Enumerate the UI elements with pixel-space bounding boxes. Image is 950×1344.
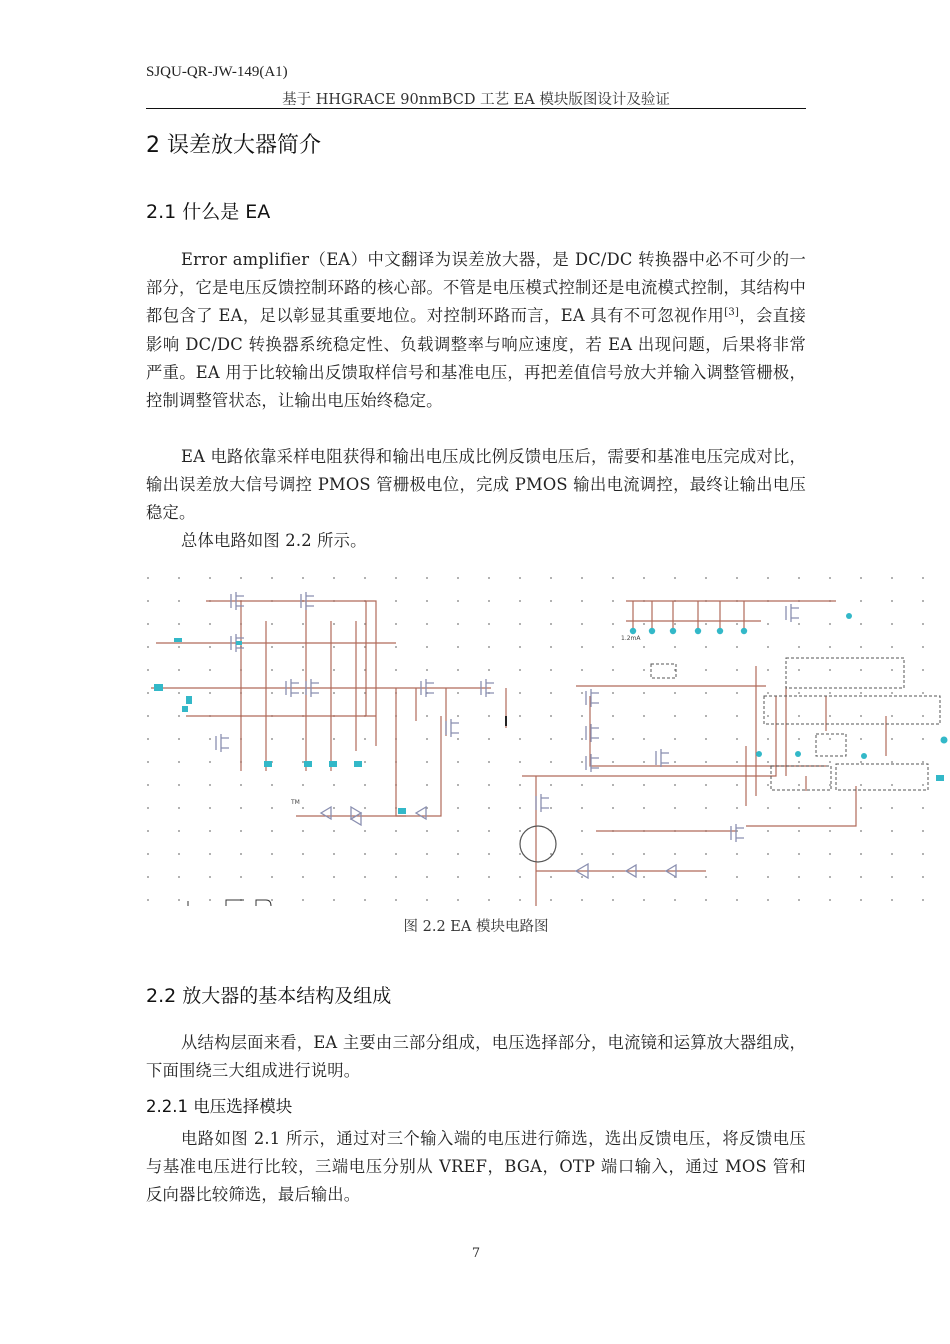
chapter-title: 2 误差放大器简介 bbox=[146, 133, 321, 158]
section-2-2-1-title: 2.2.1 电压选择模块 bbox=[146, 1097, 293, 1116]
paragraph-1-text-a: Error amplifier（EA）中文翻译为误差放大器，是 DC/DC 转换器中必不可少的一部分，它是电压反馈控制环路的核心部。不管是电压模式控制还是电流模式控制，其结构中都包含了 EA，足以彰显其重要地位。对控制环路而言，EA 具有不可忽视作用 bbox=[146, 250, 806, 326]
section-2-2-title: 2.2 放大器的基本结构及组成 bbox=[146, 985, 392, 1007]
section-2-1-title: 2.1 什么是 EA bbox=[146, 201, 271, 223]
document-code: SJQU-QR-JW-149(A1) bbox=[146, 64, 288, 80]
paragraph-1-text-b: ，会直接影响 DC/DC 转换器系统稳定性、负载调整率与响应速度，若 EA 出现问题，后果将非常严重。EA 用于比较输出反馈取样信号和基准电压，再把差值信号放大并输入调整管栅极，控制调整管状态，让输出电压始终稳定。 bbox=[146, 306, 806, 411]
citation-ref: [3] bbox=[724, 307, 740, 319]
figure-caption: 图 2.2 EA 模块电路图 bbox=[403, 919, 549, 935]
header-rule bbox=[146, 108, 806, 109]
page-number: 7 bbox=[471, 1246, 481, 1261]
section-2-1-paragraph-2: EA 电路依靠采样电阻获得和输出电压成比例反馈电压后，需要和基准电压完成对比，输出误差放大信号调控 PMOS 管栅极电位，完成 PMOS 输出电流调控，最终让输出电压稳定。 bbox=[146, 447, 806, 523]
running-title: 基于 HHGRACE 90nmBCD 工艺 EA 模块版图设计及验证 bbox=[282, 92, 670, 108]
section-2-2-1-paragraph-1: 电路如图 2.1 所示，通过对三个输入端的电压进行筛选，选出反馈电压，将反馈电压与基准电压进行比较，三端电压分别从 VREF，BGA，OTP 端口输入，通过 MOS 管和反向器比较筛选，最后输出。 bbox=[146, 1129, 806, 1205]
grid-dots bbox=[146, 576, 950, 908]
schematic-drawing bbox=[146, 576, 950, 908]
section-2-2-paragraph-1: 从结构层面来看，EA 主要由三部分组成，电压选择部分，电流镜和运算放大器组成，下面围绕三大组成进行说明。 bbox=[146, 1033, 806, 1081]
section-2-1-paragraph-3: 总体电路如图 2.2 所示。 bbox=[181, 531, 367, 550]
current-label: 1.2mA bbox=[621, 635, 641, 642]
ea-circuit-figure bbox=[146, 576, 950, 908]
section-2-1-paragraph-1 bbox=[146, 246, 806, 415]
tm-label: TM bbox=[291, 799, 300, 806]
